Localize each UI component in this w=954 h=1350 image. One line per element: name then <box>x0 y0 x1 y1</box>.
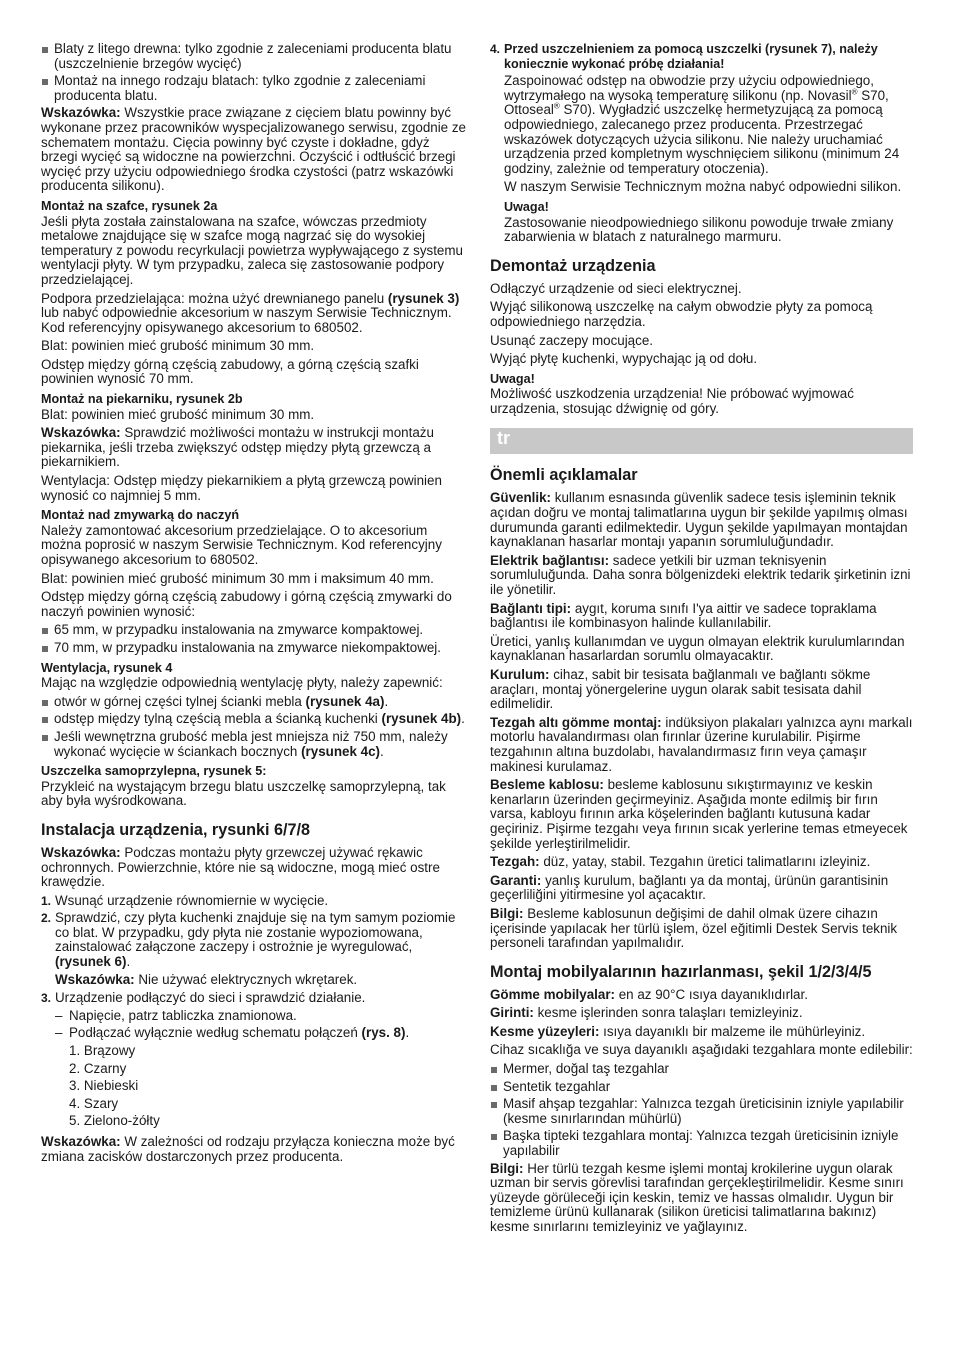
section-heading: Montaż na szafce, rysunek 2a <box>41 198 218 213</box>
step-item: 1. Wsunąć urządzenie równomiernie w wycięcie. <box>41 892 329 908</box>
paragraph: Bilgi: Besleme kablosunun değişimi de dahil olmak üzere cihazın içerisinde yapılacak her türlü işlem, özel eğitimli Destek Servis teknik personeli tarafından yapılmalıdır. <box>490 905 898 951</box>
dash-item: – Podłączać wyłącznie według schematu połączeń (rys. 8). <box>41 1026 466 1041</box>
note-paragraph: Wskazówka: Sprawdzić możliwości montażu w instrukcji montażu piekarnika, jeśli trzeba zwiększyć odstęp między płytą grzewczą a piekarnikiem. <box>41 425 434 470</box>
paragraph: Odłączyć urządzenie od sieci elektrycznej. <box>490 280 742 296</box>
section-heading: Wentylacja, rysunek 4 <box>41 660 173 675</box>
wire-item: 4. Szary <box>69 1095 119 1111</box>
paragraph: Üretici, yanlış kullanımdan ve uygun olmayan elektrik kurulumlarından kaynaklanan hasarlardan sorumlu olmayacaktır. <box>490 633 905 664</box>
paragraph: Blat: powinien mieć grubość minimum 30 mm. <box>41 406 315 422</box>
list-item: Başka tipteki tezgahlara montaj: Yalnızca tezgah üreticisinin izniyle yapılabilir <box>490 1129 913 1158</box>
list-item: Jeśli wewnętrzna grubość mebla jest mniejsza niż 750 mm, należy wykonać wycięcie w ściankach bocznych (rysunek 4c). <box>41 730 466 759</box>
left-column <box>41 42 466 1168</box>
paragraph: Odstęp między górną częścią zabudowy i górną częścią zmywarki do naczyń powinien wynosić: <box>41 589 452 619</box>
paragraph: Bilgi: Her türlü tezgah kesme işlemi montaj krokilerine uygun olarak uzman bir servis görevlisi tarafından gerçekleştirilmelidir. Kesme sınırı yüzeyde görüleceği için keskin, temiz ve hassas olmalıdır. Uygun bir temizleme ürünü kullanarak (silikon üreticisi talimatlarına bakınız) kesme sınırlarını temizleyiniz ve yağlayınız. <box>490 1160 904 1234</box>
heading-demontaz: Demontaż urządzenia <box>490 256 656 275</box>
paragraph: Cihaz sıcaklığa ve suya dayanıklı aşağıdaki tezgahlara monte edilebilir: <box>490 1042 913 1058</box>
note-paragraph: Wskazówka: W zależności od rodzaju przyłącza konieczna może być zmiana zacisków dostarczonych przez producenta. <box>41 1134 455 1164</box>
paragraph: Bağlantı tipi: aygıt, koruma sınıfı I'ya aittir ve sadece topraklama bağlantısı ile kombinasyon halinde kullanılabilir. <box>490 600 877 631</box>
paragraph: Tezgah: düz, yatay, stabil. Tezgahın üretici talimatlarını izleyiniz. <box>490 854 871 870</box>
paragraph: Zaspoinować odstęp na obwodzie przy użyciu odpowiedniego, wytrzymałego na wysoką temperaturę silikonu (np. Novasil® S70, Ottoseal® S70). Wygładzić uszczelkę hermetyzującą za pomocą odpowiedniego, zalecanego przez producenta. Przestrzegać wskazówek dotyczących użycia silikonu. Nie należy uruchamiać urządzenia przed kompletnym wyschnięciem silikonu (minimum 24 godziny, zależnie od temperatury otoczenia). <box>504 73 900 176</box>
wire-item: 2. Czarny <box>69 1060 127 1076</box>
note-paragraph: Wskazówka: Wszystkie prace związane z cięciem blatu powinny być wykonane przez pracowników wyspecjalizowanego serwisu, zgodnie ze schematem montażu. Cięcia powinny być czyste i dokładne, gdyż brzegi wycięć są widoczne na powierzchni. Oczyścić i odtłuścić brzegi wycięć przy użyciu odpowiedniego środka czystości (patrz wskazówki producenta silikonu). <box>41 105 466 194</box>
paragraph: Gömme mobilyalar: en az 90°C ısıya dayanıklıdırlar. <box>490 986 808 1002</box>
paragraph: Garanti: yanlış kurulum, bağlantı ya da montaj, ürünün garantisinin geçerliliğini yitirmesine yol açacaktır. <box>490 872 889 903</box>
paragraph: Blat: powinien mieć grubość minimum 30 mm. <box>41 338 315 354</box>
section-heading: Uszczelka samoprzylepna, rysunek 5: <box>41 764 267 779</box>
heading-onemli: Önemli açıklamalar <box>490 466 638 485</box>
paragraph: Usunąć zaczepy mocujące. <box>490 332 653 348</box>
paragraph: Güvenlik: kullanım esnasında güvenlik sadece tesis işleminin teknik açıdan doğru ve montaj talimatlarına uygun bir şekilde yapılmış olması durumunda garanti edilmektedir. Uygun şekilde yapılmayan montajdan kaynaklanan hasarlar montajı yapanın sorumluluğundadır. <box>490 490 908 550</box>
language-bar <box>490 428 913 454</box>
paragraph: Jeśli płyta została zainstalowana na szafce, wówczas przedmioty metalowe znajdujące się w szafce mogą nagrzać się do wysokiej temperatury z powodu recyrkulacji powietrza wypływającego z systemu wentylacji płyty. W tym przypadku, zaleca się zastosowanie podpory przedzielającej. <box>41 213 463 287</box>
list-item: otwór w górnej części tylnej ścianki mebla (rysunek 4a). <box>41 695 466 710</box>
language-code: tr <box>497 428 510 449</box>
list-item: Sentetik tezgahlar <box>490 1080 913 1095</box>
paragraph: Kurulum: cihaz, sabit bir tesisata bağlanmalı ve bağlantı sökme araçları, montaj yönergelerine uygun olarak sabit tesisata dahil edilmelidir. <box>490 667 871 712</box>
right-column <box>490 42 913 1239</box>
section-heading: Montaż na piekarniku, rysunek 2b <box>41 392 243 407</box>
wire-item: 5. Zielono-żółty <box>69 1113 160 1129</box>
warning-title: Uwaga! <box>504 199 549 214</box>
paragraph: W naszym Serwisie Technicznym można nabyć odpowiedni silikon. <box>504 179 902 195</box>
heading-install: Instalacja urządzenia, rysunki 6/7/8 <box>41 820 311 839</box>
dash-item: – Napięcie, patrz tabliczka znamionowa. <box>41 1009 466 1024</box>
heading-montaj: Montaj mobilyalarının hazırlanması, şekil 1/2/3/4/5 <box>490 962 872 981</box>
step-item: 2. Sprawdzić, czy płyta kuchenki znajduje się na tym samym poziomie co blat. W przypadku, gdy płyta nie zostanie wypoziomowana, zainstalować załączone zaczepy i ostrożnie je wyregulować, (rysunek 6). <box>41 910 456 970</box>
list-item: Mermer, doğal taş tezgahlar <box>490 1062 913 1077</box>
paragraph: Girinti: kesme işlerinden sonra talaşları temizleyiniz. <box>490 1005 803 1021</box>
list-item: odstęp między tylną częścią mebla a ścianką kuchenki (rysunek 4b). <box>41 712 466 727</box>
paragraph: Podpora przedzielająca: można użyć drewnianego panelu (rysunek 3) lub nabyć odpowiednie akcesorium w naszym Serwisie Technicznym. Kod referencyjny opisywanego akcesorium to 680502. <box>41 290 460 335</box>
warning-text: Możliwość uszkodzenia urządzenia! Nie próbować wyjmować urządzenia, stosując dźwignię od góry. <box>490 386 854 416</box>
paragraph: Kesme yüzeyleri: ısıya dayanıklı bir malzeme ile mühürleyiniz. <box>490 1023 866 1039</box>
section-heading: Montaż nad zmywarką do naczyń <box>41 508 240 523</box>
paragraph: Wyjąć silikonową uszczelkę na całym obwodzie płyty za pomocą odpowiedniego narzędzia. <box>490 299 873 329</box>
step-item: 3. Urządzenie podłączyć do sieci i sprawdzić działanie. <box>41 990 366 1006</box>
paragraph: Należy zamontować akcesorium przedzielające. O to akcesorium można poprosić w naszym Serwisie Technicznym. Kod referencyjny opisywanego akcesorium to 680502. <box>41 522 442 567</box>
wire-item: 1. Brązowy <box>69 1043 136 1059</box>
paragraph: Przykleić na wystającym brzegu blatu uszczelkę samoprzylepną, tak aby była wyśrodkowana. <box>41 778 446 809</box>
list-item: 70 mm, w przypadku instalowania na zmywarce niekompaktowej. <box>41 641 466 656</box>
warning-title: Uwaga! <box>490 371 535 386</box>
list-item: Masif ahşap tezgahlar: Yalnızca tezgah üreticisinin izniyle yapılabilir (kesme sınırlarından mühürlü) <box>490 1097 913 1126</box>
wire-item: 3. Niebieski <box>69 1078 139 1094</box>
paragraph: Mając na względzie odpowiednią wentylację płyty, należy zapewnić: <box>41 675 443 691</box>
wire-list <box>41 1044 466 1129</box>
warning-text: Zastosowanie nieodpowiedniego silikonu powoduje trwałe zmiany zabarwienia w blatach z naturalnego marmuru. <box>504 214 894 245</box>
paragraph: Tezgah altı gömme montaj: indüksiyon plakaları yalnızca aynı markalı motorlu havalandırması olan fırınlar üzerine kurulabilir. Pişirme tezgahının altına buzdolabı, havalandırmasız fırın veya çamaşır makinesi kurulamaz. <box>490 714 913 774</box>
list-item: Montaż na innego rodzaju blatach: tylko zgodnie z zaleceniami producenta blatu. <box>41 74 466 103</box>
paragraph: Besleme kablosu: besleme kablosunu sıkıştırmayınız ve keskin kenarların üzerinden geçirmeyiniz. Aşağıda monte edilmiş bir fırın varsa, kabloyu fırının arka köşelerinden bağlantı kutusuna kadar geçiriniz. Pişirme tezgahı veya fırının sıcak yerlerine temas etmeyecek şekilde yerleştirilmelidir. <box>490 777 908 851</box>
paragraph: Wyjąć płytę kuchenki, wypychając ją od dołu. <box>490 351 758 367</box>
paragraph: Elektrik bağlantısı: sadece yetkili bir uzman teknisyenin sorumluluğunda. Daha sonra bölgenizdeki elektrik tedarik şirketinin izni ile yönetilir. <box>490 552 911 598</box>
paragraph: Odstęp między górną częścią zabudowy, a górną częścią szafki powinien wynosić 70 mm. <box>41 356 419 387</box>
note-paragraph: Wskazówka: Podczas montażu płyty grzewczej używać rękawic ochronnych. Powierzchnie, które nie są widoczne, mogą mieć ostre krawędzie. <box>41 844 440 890</box>
step-item: 4. Przed uszczelnieniem za pomocą uszczelki (rysunek 7), należy koniecznie wykonać próbę działania! <box>490 42 878 71</box>
paragraph: Blat: powinien mieć grubość minimum 30 mm i maksimum 40 mm. <box>41 570 434 586</box>
list-item: 65 mm, w przypadku instalowania na zmywarce kompaktowej. <box>41 623 466 638</box>
paragraph: Wentylacja: Odstęp między piekarnikiem a płytą grzewczą powinien wynosić co najmniej 5 mm. <box>41 473 442 503</box>
list-item: Blaty z litego drewna: tylko zgodnie z zaleceniami producenta blatu (uszczelnienie brzegów wycięć) <box>41 42 466 71</box>
note-paragraph: Wskazówka: Nie używać elektrycznych wkrętarek. <box>55 971 358 987</box>
